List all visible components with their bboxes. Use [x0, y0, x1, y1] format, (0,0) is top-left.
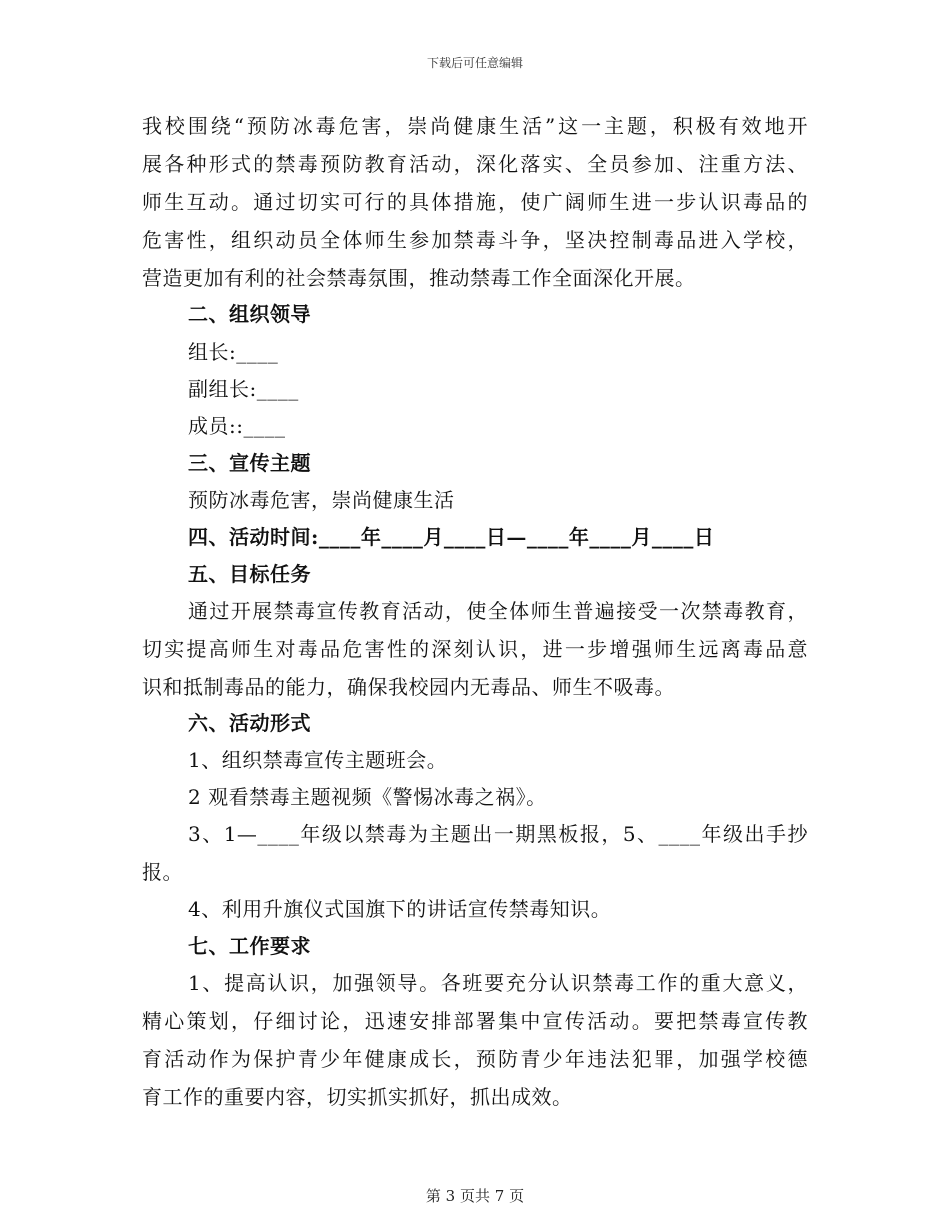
members-field: 成员::____	[188, 414, 286, 438]
paragraph-line: 通过开展禁毒宣传教育活动，使全体师生普遍接受一次禁毒教育，	[188, 599, 808, 623]
list-item: 3、1—____年级以禁毒为主题出一期黑板报，5、____年级出手抄	[188, 822, 808, 846]
section-heading: 二、组织领导	[188, 302, 311, 326]
paragraph-line: 师生互动。通过切实可行的具体措施，使广阔师生进一步认识毒品的	[142, 190, 808, 214]
section-heading: 四、活动时间:____年____月____日—____年____月____日	[188, 525, 715, 549]
theme-text: 预防冰毒危害，崇尚健康生活	[188, 488, 455, 512]
list-item: 4、利用升旗仪式国旗下的讲话宣传禁毒知识。	[188, 897, 612, 921]
paragraph-line: 识和抵制毒品的能力，确保我校园内无毒品、师生不吸毒。	[142, 675, 675, 699]
list-item: 2 观看禁毒主题视频《警惕冰毒之祸》。	[188, 785, 547, 809]
paragraph-line: 营造更加有利的社会禁毒氛围，推动禁毒工作全面深化开展。	[142, 266, 696, 290]
page-footer: 第 3 页共 7 页	[425, 1187, 525, 1205]
paragraph-line: 我校围绕“预防冰毒危害，崇尚健康生活”这一主题，积极有效地开	[142, 114, 808, 138]
section-heading: 五、目标任务	[188, 562, 311, 586]
leader-field: 组长:____	[188, 340, 279, 364]
paragraph-line: 展各种形式的禁毒预防教育活动，深化落实、全员参加、注重方法、	[142, 152, 808, 176]
list-item: 1、组织禁毒宣传主题班会。	[188, 748, 448, 772]
deputy-leader-field: 副组长:____	[188, 377, 299, 401]
section-heading: 六、活动形式	[188, 711, 311, 735]
paragraph-line: 育活动作为保护青少年健康成长，预防青少年违法犯罪，加强学校德	[142, 1047, 808, 1071]
paragraph-line: 切实提高师生对毒品危害性的深刻认识，进一步增强师生远离毒品意	[142, 637, 808, 661]
paragraph-line: 精心策划，仔细讨论，迅速安排部署集中宣传活动。要把禁毒宣传教	[142, 1009, 808, 1033]
paragraph-line: 育工作的重要内容，切实抓实抓好，抓出成效。	[142, 1085, 573, 1109]
paragraph-line: 1、提高认识，加强领导。各班要充分认识禁毒工作的重大意义，	[188, 971, 808, 995]
page-header: 下载后可任意编辑	[426, 56, 523, 70]
section-heading: 七、工作要求	[188, 934, 311, 958]
section-heading: 三、宣传主题	[188, 451, 311, 475]
paragraph-line: 危害性，组织动员全体师生参加禁毒斗争，坚决控制毒品进入学校，	[142, 228, 808, 252]
list-item-continuation: 报。	[142, 860, 183, 884]
